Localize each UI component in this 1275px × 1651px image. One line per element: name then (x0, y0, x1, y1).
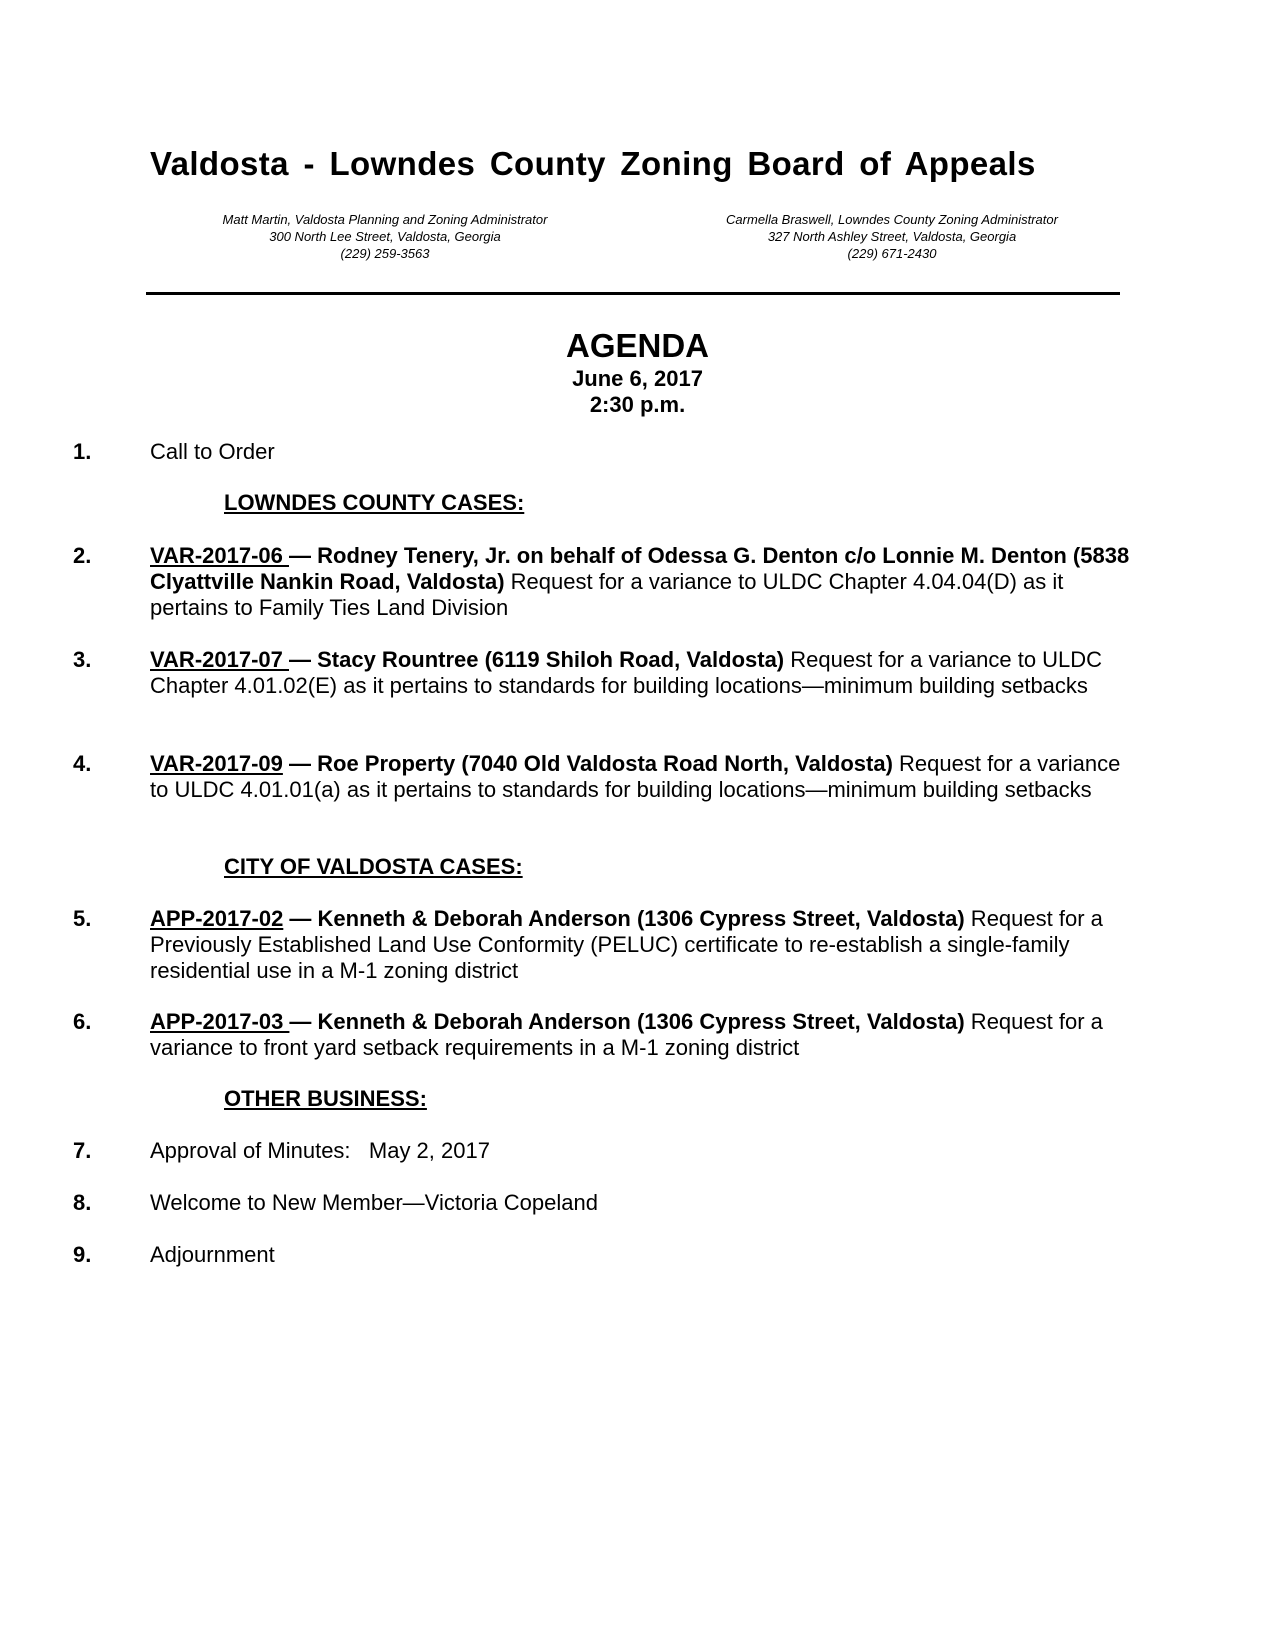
agenda-item (73, 1138, 1133, 1164)
case-party: — Kenneth & Deborah Anderson (1306 Cypress Street, Valdosta) (283, 906, 965, 931)
case-description: Request for a Previously Established Land Use Conformity (PELUC) certificate to re-establish a single-family residential use in a M-1 zoning district (150, 906, 1103, 983)
item-number: 4. (73, 751, 92, 776)
case-party: — Roe Property (7040 Old Valdosta Road North, Valdosta) (282, 751, 893, 776)
agenda-heading-block (0, 326, 1275, 418)
case-description: Request for a variance to front yard setback requirements in a M-1 zoning district (150, 1009, 1103, 1060)
agenda-date: June 6, 2017 (572, 366, 703, 391)
contact-address: 327 North Ashley Street, Valdosta, Georgia (767, 229, 1017, 244)
item-text: Call to Order (150, 439, 275, 464)
item-number: 6. (73, 1009, 92, 1034)
agenda-item (73, 543, 1133, 621)
document-title: Valdosta - Lowndes County Zoning Board of Appeals (150, 145, 1036, 182)
case-number: APP-2017-03 (150, 1009, 290, 1034)
contact-name: Carmella Braswell, Lowndes County Zoning Administrator (726, 212, 1058, 227)
valdosta-contact-block (175, 211, 595, 262)
contact-phone: (229) 671-2430 (847, 246, 937, 261)
item-number: 3. (73, 647, 92, 672)
contact-name: Matt Martin, Valdosta Planning and Zoning Administrator (222, 212, 548, 227)
contact-address: 300 North Lee Street, Valdosta, Georgia (269, 229, 501, 244)
agenda-heading: AGENDA (565, 327, 709, 364)
item-number: 1. (73, 439, 92, 464)
case-number: VAR-2017-06 (150, 543, 289, 568)
agenda-time: 2:30 p.m. (589, 392, 686, 417)
contact-phone: (229) 259-3563 (340, 246, 430, 261)
agenda-item (73, 1190, 1133, 1216)
section-heading-lowndes: LOWNDES COUNTY CASES: (224, 490, 525, 515)
lowndes-contact-block (682, 211, 1102, 262)
agenda-item (73, 439, 1133, 465)
agenda-item (73, 1009, 1133, 1061)
case-description: Request for a variance to ULDC Chapter 4.01.02(E) as it pertains to standards for building locations—minimum building setbacks (150, 647, 1103, 698)
agenda-item (73, 1242, 1133, 1268)
case-number: APP-2017-02 (150, 906, 284, 931)
section-heading-valdosta: CITY OF VALDOSTA CASES: (224, 854, 523, 879)
section-heading-other: OTHER BUSINESS: (224, 1086, 427, 1111)
header-divider (146, 292, 1120, 295)
item-text: Adjournment (150, 1242, 275, 1267)
agenda-item (73, 751, 1133, 803)
case-number: VAR-2017-07 (150, 647, 289, 672)
case-party: — Kenneth & Deborah Anderson (1306 Cypress Street, Valdosta) (289, 1009, 965, 1034)
case-description: Request for a variance to ULDC 4.01.01(a) as it pertains to standards for building locations—minimum building setbacks (150, 751, 1121, 802)
agenda-item (73, 647, 1133, 699)
item-text: Welcome to New Member—Victoria Copeland (150, 1190, 598, 1215)
item-text: Approval of Minutes: May 2, 2017 (150, 1138, 490, 1163)
case-party: — Stacy Rountree (6119 Shiloh Road, Valdosta) (289, 647, 785, 672)
case-number: VAR-2017-09 (150, 751, 283, 776)
item-number: 7. (73, 1138, 92, 1163)
item-number: 5. (73, 906, 92, 931)
item-number: 9. (73, 1242, 92, 1267)
item-number: 2. (73, 543, 92, 568)
item-number: 8. (73, 1190, 92, 1215)
agenda-item (73, 906, 1133, 984)
case-party: — Rodney Tenery, Jr. on behalf of Odessa G. Denton c/o Lonnie M. Denton (5838 Clyattville Nankin Road, Valdosta) (150, 543, 1130, 594)
case-description: Request for a variance to ULDC Chapter 4.04.04(D) as it pertains to Family Ties Land Division (150, 569, 1064, 620)
